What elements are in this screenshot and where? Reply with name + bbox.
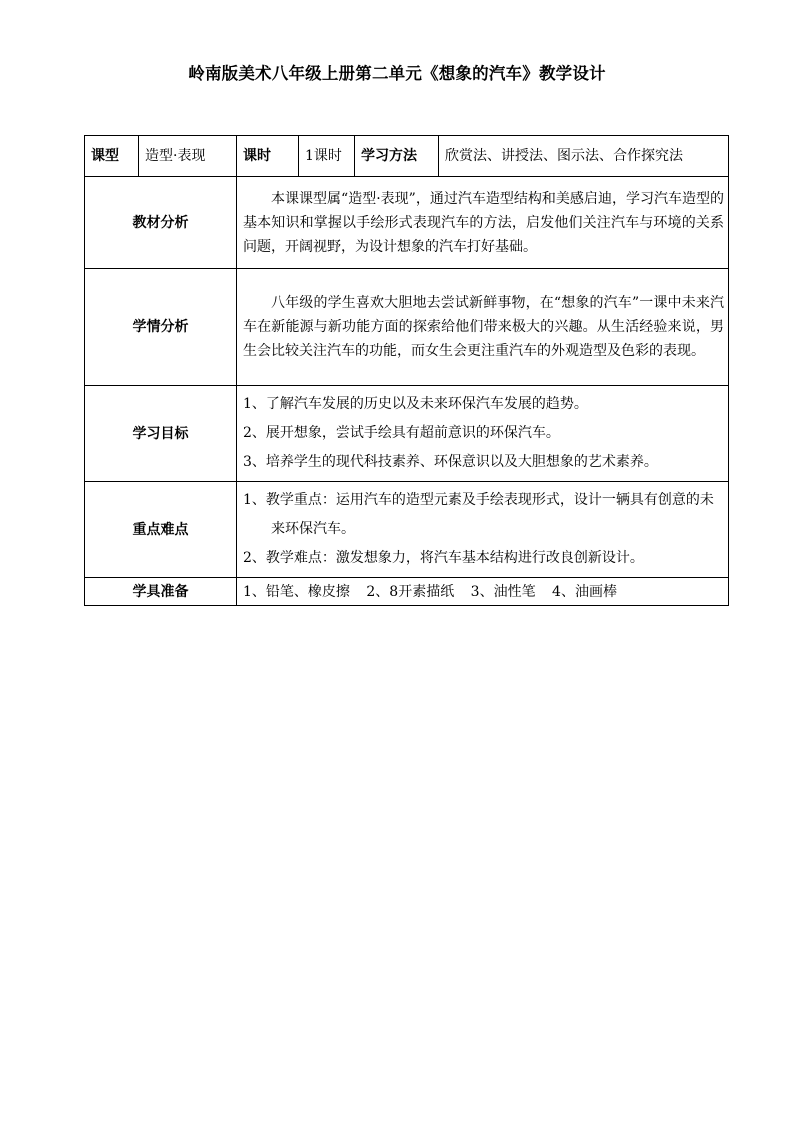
lesson-type-label: 课型 (85, 136, 139, 177)
goal-item: 3、培养学生的现代科技素养、环保意识以及大胆想象的艺术素养。 (243, 454, 658, 470)
lesson-hours-label: 课时 (237, 136, 299, 177)
goal-item: 1、了解汽车发展的历史以及未来环保汽车发展的趋势。 (243, 396, 588, 412)
supply-item: 4、油画棒 (552, 583, 617, 600)
document-title: 岭南版美术八年级上册第二单元《想象的汽车》教学设计 (188, 64, 606, 83)
learning-goals-list (237, 386, 729, 482)
material-analysis-text: 本课课型属“造型·表现”，通过汽车造型结构和美感启迪，学习汽车造型的基本知识和掌握以手绘形式表现汽车的方法，启发他们关注汽车与环境的关系问题，开阔视野，为设计想象的汽车打好基础。 (237, 177, 729, 269)
learning-method-label: 学习方法 (355, 136, 439, 177)
student-analysis-text: 八年级的学生喜欢大胆地去尝试新鲜事物，在“想象的汽车”一课中未来汽车在新能源与新功能方面的探索给他们带来极大的兴趣。从生活经验来说，男生会比较关注汽车的功能，而女生会更注重汽车的外观造型及色彩的表现。 (237, 269, 729, 386)
header-row (85, 136, 729, 177)
student-analysis-row (85, 269, 729, 386)
student-analysis-label: 学情分析 (85, 269, 237, 386)
key-point-item: 2、教学难点：激发想象力，将汽车基本结构进行改良创新设计。 (243, 550, 644, 566)
learning-goals-row (85, 386, 729, 482)
supply-item: 3、油性笔 (470, 583, 536, 600)
key-points-label: 重点难点 (85, 482, 237, 578)
learning-goals-label: 学习目标 (85, 386, 237, 482)
lesson-hours-value: 1课时 (299, 136, 355, 177)
supplies-list (237, 578, 729, 606)
supplies-row (85, 578, 729, 606)
supplies-label: 学具准备 (85, 578, 237, 606)
key-point-item: 1、教学重点：运用汽车的造型元素及手绘表现形式，设计一辆具有创意的未来环保汽车。 (243, 492, 714, 537)
material-analysis-label: 教材分析 (85, 177, 237, 269)
learning-method-value: 欣赏法、讲授法、图示法、合作探究法 (439, 136, 729, 177)
material-analysis-row (85, 177, 729, 269)
lesson-plan-table (84, 135, 729, 606)
key-points-row (85, 482, 729, 578)
supply-item: 2、8开素描纸 (366, 583, 455, 600)
supply-item: 1、铅笔、橡皮擦 (243, 583, 350, 600)
lesson-type-value: 造型·表现 (139, 136, 237, 177)
key-points-list (237, 482, 729, 578)
goal-item: 2、展开想象，尝试手绘具有超前意识的环保汽车。 (243, 425, 560, 441)
